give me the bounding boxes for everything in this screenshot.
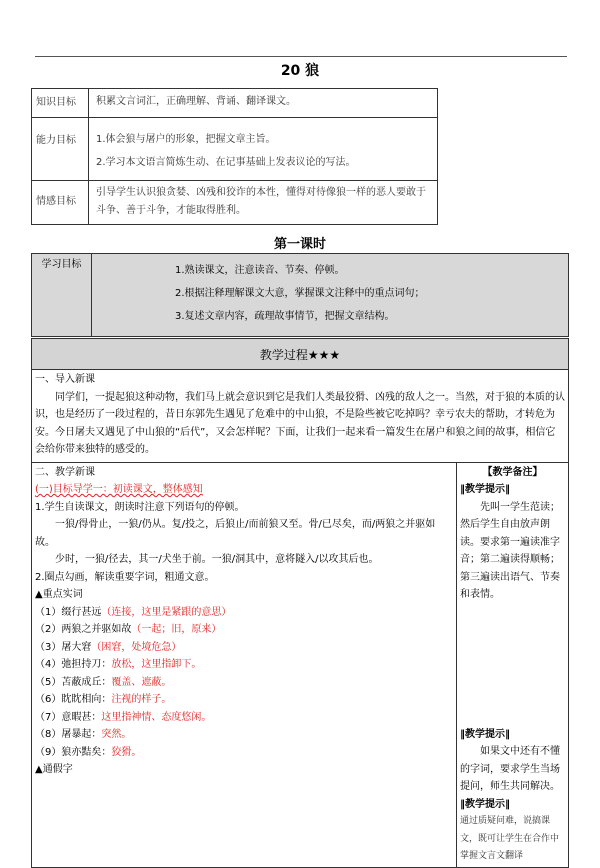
main-content-cell xyxy=(32,462,457,867)
vocab-item: （6）眈眈相向：注视的样子。 xyxy=(35,694,172,705)
goal-line: 积累文言词汇，正确理解、背诵、翻译课文。 xyxy=(96,96,296,107)
goal-text xyxy=(89,89,438,118)
vocab-item: （1）缀行甚远（连接，这里是紧跟的意思） xyxy=(35,606,232,618)
goal-label: 情感目标 xyxy=(32,181,89,225)
study-label: 学习目标 xyxy=(32,254,92,337)
intro-heading: 一、导入新课 xyxy=(35,374,95,385)
vocab-item: （8）屠暴起：突然。 xyxy=(35,729,132,740)
goal-row-emotion xyxy=(32,181,438,225)
intro-cell xyxy=(32,370,569,463)
pause-sentence-1: 一狼/得骨止，一狼/仍从。复/投之，后狼止/而前狼又至。骨/已尽矣，而/两狼之并驱如故。 xyxy=(35,519,436,548)
top-rule xyxy=(35,56,567,57)
step-2: 2.圈点勾画，解读重要字词，粗通文意。 xyxy=(35,571,215,583)
vocab-item: （2）两狼之并驱如故（一起；旧，原来） xyxy=(35,624,222,635)
lesson-title: 20 狼 xyxy=(280,63,320,79)
tip-text: 通过质疑问难，说搞课文，既可让学生在合作中掌握文言文翻译 xyxy=(460,816,560,861)
vocab-item: （3）屠大窘（困窘，处境危急） xyxy=(35,641,182,653)
goal-line: 1.体会狼与屠户的形象，把握文章主旨。 xyxy=(96,134,276,145)
intro-text: 同学们，一提起狼这种动物，我们马上就会意识到它是我们人类最狡猾、凶残的敌人之一。当然，对于狼的本质的认识，也是经历了一段过程的，昔日东郭先生遇见了危难中的中山狼，不是险些被它吃掉吗？幸亏农夫的帮助，才转危为安。今日屠夫又遇见了中山狼的“后代”，又会怎样呢？下面，让我们一起来看一篇发生在屠户和狼之间的故事，相信它会给你带来独特的感受的。 xyxy=(35,391,565,455)
guide-heading: (一)目标导学一：初读课文，整体感知 xyxy=(35,484,203,495)
process-table xyxy=(31,338,569,868)
study-goals-table xyxy=(31,253,569,337)
process-header: 教学过程★★★ xyxy=(32,339,569,370)
goal-label: 知识目标 xyxy=(32,89,89,118)
goal-row-knowledge xyxy=(32,89,438,118)
side-notes-cell xyxy=(457,462,569,867)
study-items xyxy=(92,254,569,337)
new-lesson-heading: 二、教学新课 xyxy=(35,466,95,478)
goals-table xyxy=(31,88,438,225)
goal-line: 2.学习本文语言简炼生动、在记事基础上发表议论的写法。 xyxy=(96,157,356,168)
side-title: 【教学备注】 xyxy=(482,466,543,478)
study-item: 2.根据注释理解课文大意，掌握课文注释中的重点词句； xyxy=(175,288,425,299)
tip-label: ‖教学提示‖ xyxy=(460,484,510,495)
vocab-heading: ▲重点实词 xyxy=(35,589,83,600)
study-item: 1.熟读课文，注意读音、节奏、停顿。 xyxy=(175,265,345,276)
goal-line: 引导学生认识狼贪婪、凶残和狡诈的本性，懂得对待像狼一样的恶人要敢于斗争、善于斗争，才能取得胜利。 xyxy=(96,187,426,216)
goal-text xyxy=(89,181,438,225)
tip-label: ‖教学提示‖ xyxy=(460,798,510,810)
pause-sentence-2: 少时，一狼/径去，其一/犬坐于前。一狼/洞其中，意将隧入/以攻其后也。 xyxy=(55,554,379,565)
section-title: 第一课时 xyxy=(273,237,326,252)
tip-text: 先叫一学生范读；然后学生自由放声朗读。要求第一遍读准字音；第二遍读得顺畅；第三遍读出语气、节奏和表情。 xyxy=(460,501,560,600)
goal-text xyxy=(89,118,438,181)
vocab-item: （4）弛担持刀：放松，这里指卸下。 xyxy=(35,659,202,670)
step-1: 1.学生自读课文，朗读时注意下列语句的停顿。 xyxy=(35,501,245,513)
vocab-item: （7）意暇甚：这里指神情、态度悠闲。 xyxy=(35,711,212,723)
tip-label: ‖教学提示‖ xyxy=(460,728,510,740)
goal-row-ability xyxy=(32,118,438,181)
tip-text: 如果文中还有不懂的字词，要求学生当场提问，师生共同解决。 xyxy=(460,746,560,792)
study-item: 3.复述文章内容，疏理故事情节，把握文章结构。 xyxy=(175,311,395,322)
tongjia-heading: ▲通假字 xyxy=(35,764,73,775)
goal-label: 能力目标 xyxy=(32,118,89,181)
vocab-item: （9）狼亦黠矣：狡猾。 xyxy=(35,746,142,758)
vocab-item: （5）苫蔽成丘：覆盖、遮蔽。 xyxy=(35,676,172,688)
